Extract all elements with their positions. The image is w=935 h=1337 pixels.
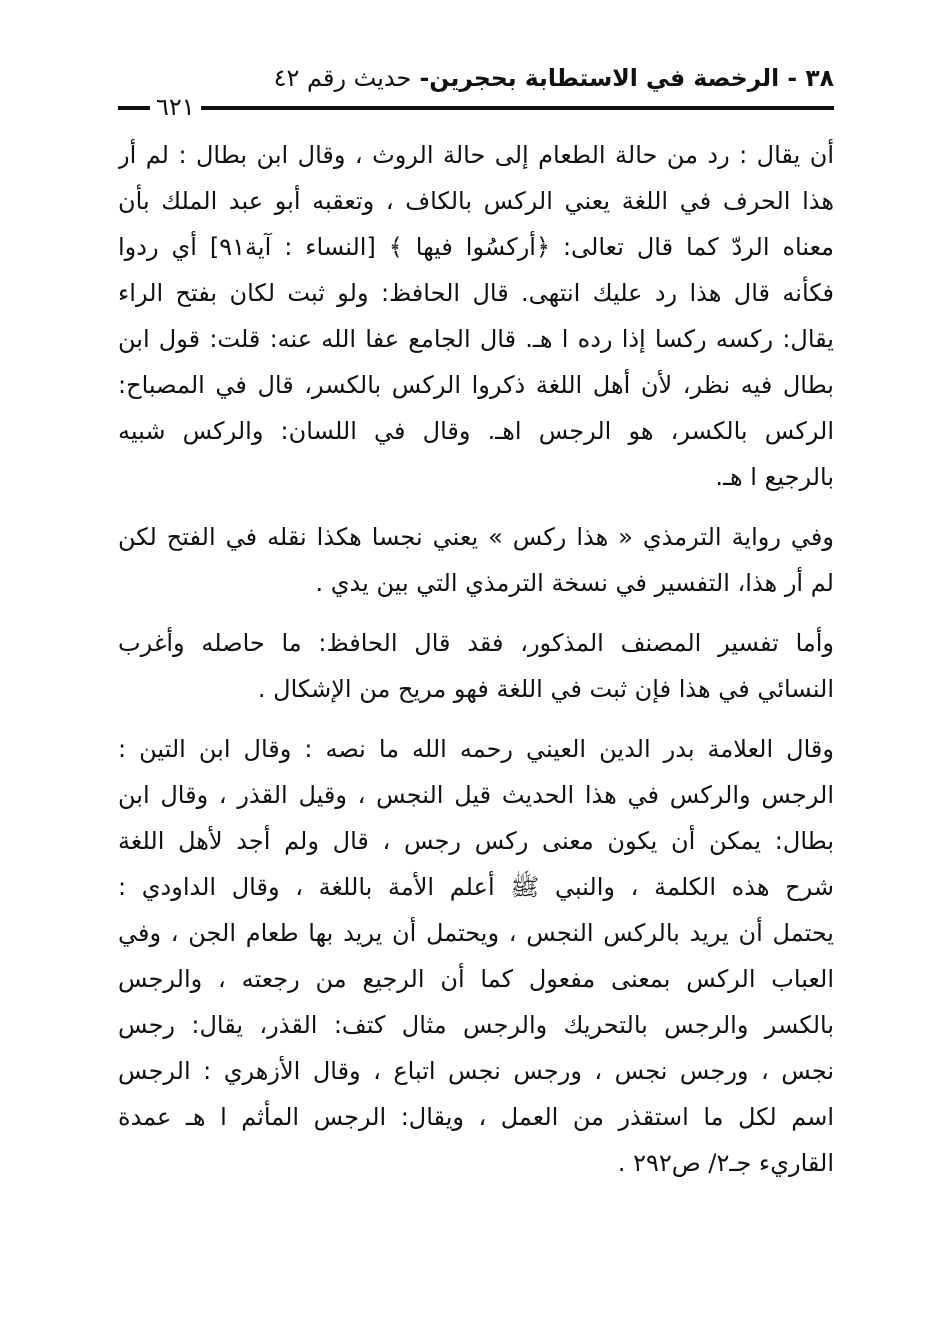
text-line: يقال: ركسه ركسا إذا رده ا هـ. قال الجامع عفا الله عنه: قلت: قول ابن — [118, 325, 834, 353]
chapter-number: ٣٨ — [805, 64, 834, 92]
text-line: العباب الركس بمعنى مفعول كما أن الرجيع من رجعته ، والرجس — [118, 965, 834, 993]
text-line: الركس بالكسر، هو الرجس اهـ. وقال في اللسان: والركس شبيه — [118, 417, 834, 445]
running-title — [274, 58, 834, 98]
paragraph-gap — [118, 606, 834, 620]
page-header — [118, 58, 834, 122]
paragraph — [118, 620, 834, 712]
hadith-number: حديث رقم ٤٢ — [273, 64, 412, 92]
header-rule — [118, 106, 834, 110]
text-line: نجس ، ورجس نجس ، ورجس نجس اتباع ، وقال الأزهري : الرجس — [118, 1057, 834, 1085]
paragraph-gap — [118, 500, 834, 514]
text-line: معناه الردّ كما قال تعالى: ﴿أركسُوا فيها ﴾ [النساء : آية٩١] أي ردوا — [118, 233, 834, 261]
text-line: شرح هذه الكلمة ، والنبي ﷺ أعلم الأمة باللغة ، وقال الداودي : — [118, 873, 834, 901]
text-line: وفي رواية الترمذي « هذا ركس » يعني نجسا هكذا نقله في الفتح لكن — [118, 523, 834, 551]
text-line: بطال: يمكن أن يكون معنى ركس رجس ، قال ولم أجد لأهل اللغة — [118, 827, 834, 855]
text-line: يحتمل أن يريد بالركس النجس ، ويحتمل أن يريد بها طعام الجن ، وفي — [118, 919, 834, 947]
text-line: النسائي في هذا فإن ثبت في اللغة فهو مريح من الإشكال . — [257, 675, 834, 703]
text-line: بطال فيه نظر، لأن أهل اللغة ذكروا الركس بالكسر، قال في المصباح: — [118, 371, 834, 399]
text-line: هذا الحرف في اللغة يعني الركس بالكاف ، وتعقبه أبو عبد الملك بأن — [118, 187, 834, 215]
chapter-title: - الرخصة في الاستطابة بحجرين- — [411, 64, 798, 92]
page-number: ٦٢١ — [150, 92, 201, 122]
paragraph — [118, 132, 834, 500]
text-line: الرجس والركس في هذا الحديث قيل النجس ، وقيل القذر ، وقال ابن — [118, 781, 834, 809]
text-line: القاريء جـ٢/ ص٢٩٢ . — [617, 1149, 834, 1177]
text-line: أن يقال : رد من حالة الطعام إلى حالة الروث ، وقال ابن بطال : لم أر — [118, 141, 834, 169]
text-line: وقال العلامة بدر الدين العيني رحمه الله ما نصه : وقال ابن التين : — [118, 735, 834, 763]
text-line: فكأنه قال هذا رد عليك انتهى. قال الحافظ: ولو ثبت لكان بفتح الراء — [118, 279, 834, 307]
body-text — [118, 132, 834, 1186]
text-line: بالرجيع ا هـ. — [715, 463, 834, 491]
paragraph — [118, 726, 834, 1186]
text-line: لم أر هذا، التفسير في نسخة الترمذي التي بين يدي . — [315, 569, 834, 597]
text-line: وأما تفسير المصنف المذكور، فقد قال الحافظ: ما حاصله وأغرب — [118, 629, 834, 657]
text-line: اسم لكل ما استقذر من العمل ، ويقال: الرجس المأثم ا هـ عمدة — [118, 1103, 834, 1131]
paragraph-gap — [118, 712, 834, 726]
chapter-title-text: الرخصة في الاستطابة بحجرين — [429, 64, 780, 92]
text-line: بالكسر والرجس بالتحريك والرجس مثال كتف: القذر، يقال: رجس — [118, 1011, 834, 1039]
paragraph — [118, 514, 834, 606]
